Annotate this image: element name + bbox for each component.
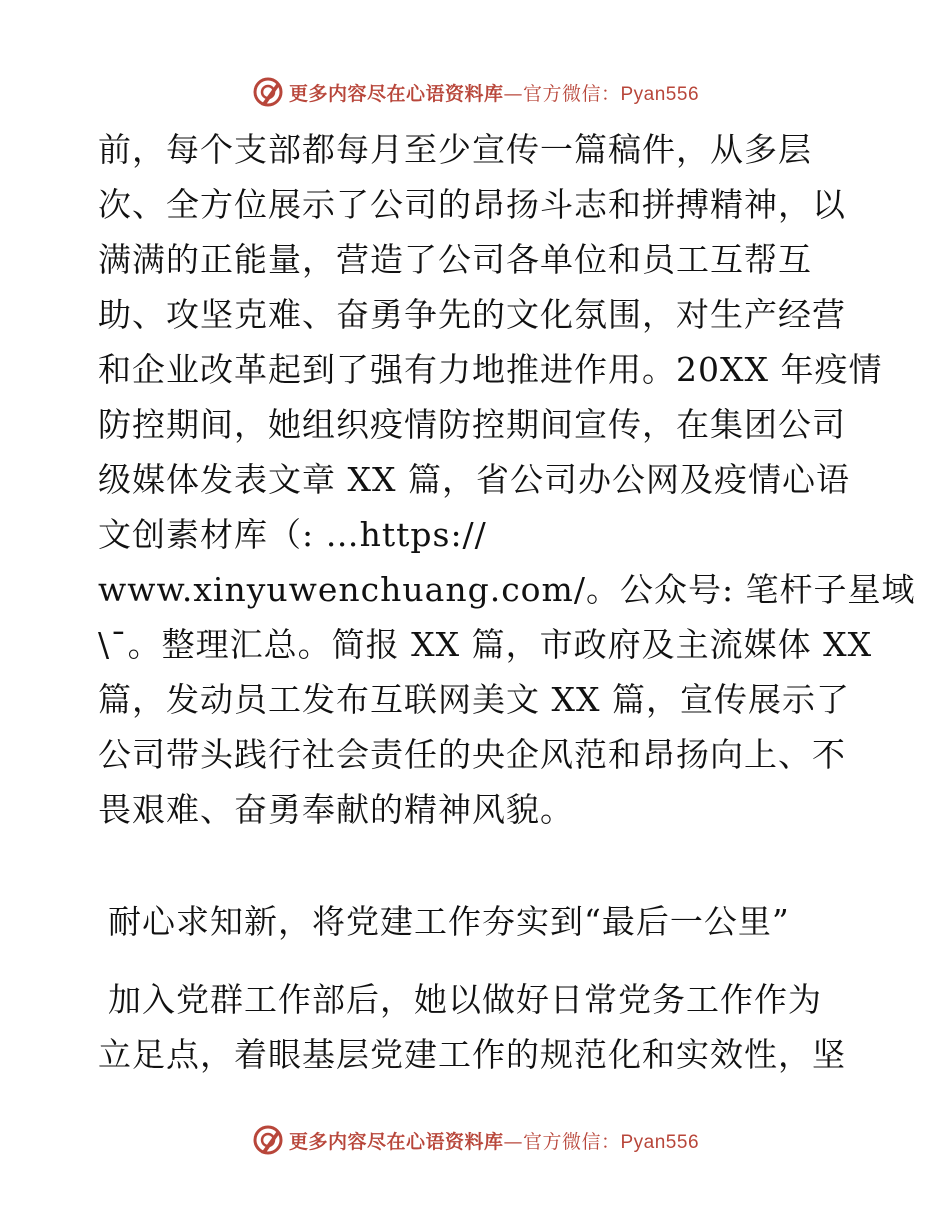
second-paragraph	[98, 972, 858, 1082]
body-paragraph	[98, 122, 916, 837]
text-line: www.xinyuwenchuang.com/。公众号: 笔杆子星域	[98, 570, 916, 609]
header-banner-text: 更多内容尽在心语资料库—官方微信：Pyan556	[288, 82, 700, 105]
text-line: 加入党群工作部后，她以做好日常党务工作作为	[108, 980, 822, 1019]
text-line: 立足点，着眼基层党建工作的规范化和实效性，坚	[98, 1035, 846, 1074]
text-line: 文创素材库（: …https://	[98, 515, 487, 554]
text-line: 和企业改革起到了强有力地推进作用。20XX 年疫情	[98, 350, 883, 389]
text-line: 公司带头践行社会责任的央企风范和昂扬向上、不	[98, 735, 846, 774]
header-banner	[0, 72, 950, 112]
text-line: 前，每个支部都每月至少宣传一篇稿件，从多层	[98, 130, 812, 169]
pen-circle-logo	[251, 75, 285, 109]
pen-circle-logo	[251, 1123, 285, 1157]
text-line: 次、全方位展示了公司的昂扬斗志和拼搏精神，以	[98, 185, 846, 224]
text-line: \¯。整理汇总。简报 XX 篇，市政府及主流媒体 XX	[98, 625, 873, 664]
section-heading: 耐心求知新，将党建工作夯实到“最后一公里”	[108, 902, 790, 941]
text-line: 满满的正能量，营造了公司各单位和员工互帮互	[98, 240, 812, 279]
footer-banner-text: 更多内容尽在心语资料库—官方微信：Pyan556	[288, 1130, 700, 1153]
text-line: 防控期间，她组织疫情防控期间宣传，在集团公司	[98, 405, 846, 444]
text-line: 畏艰难、奋勇奉献的精神风貌。	[98, 790, 574, 829]
footer-banner	[0, 1120, 950, 1160]
text-line: 篇，发动员工发布互联网美文 XX 篇，宣传展示了	[98, 680, 850, 719]
text-line: 级媒体发表文章 XX 篇，省公司办公网及疫情心语	[98, 460, 850, 499]
text-line: 助、攻坚克难、奋勇争先的文化氛围，对生产经营	[98, 295, 846, 334]
